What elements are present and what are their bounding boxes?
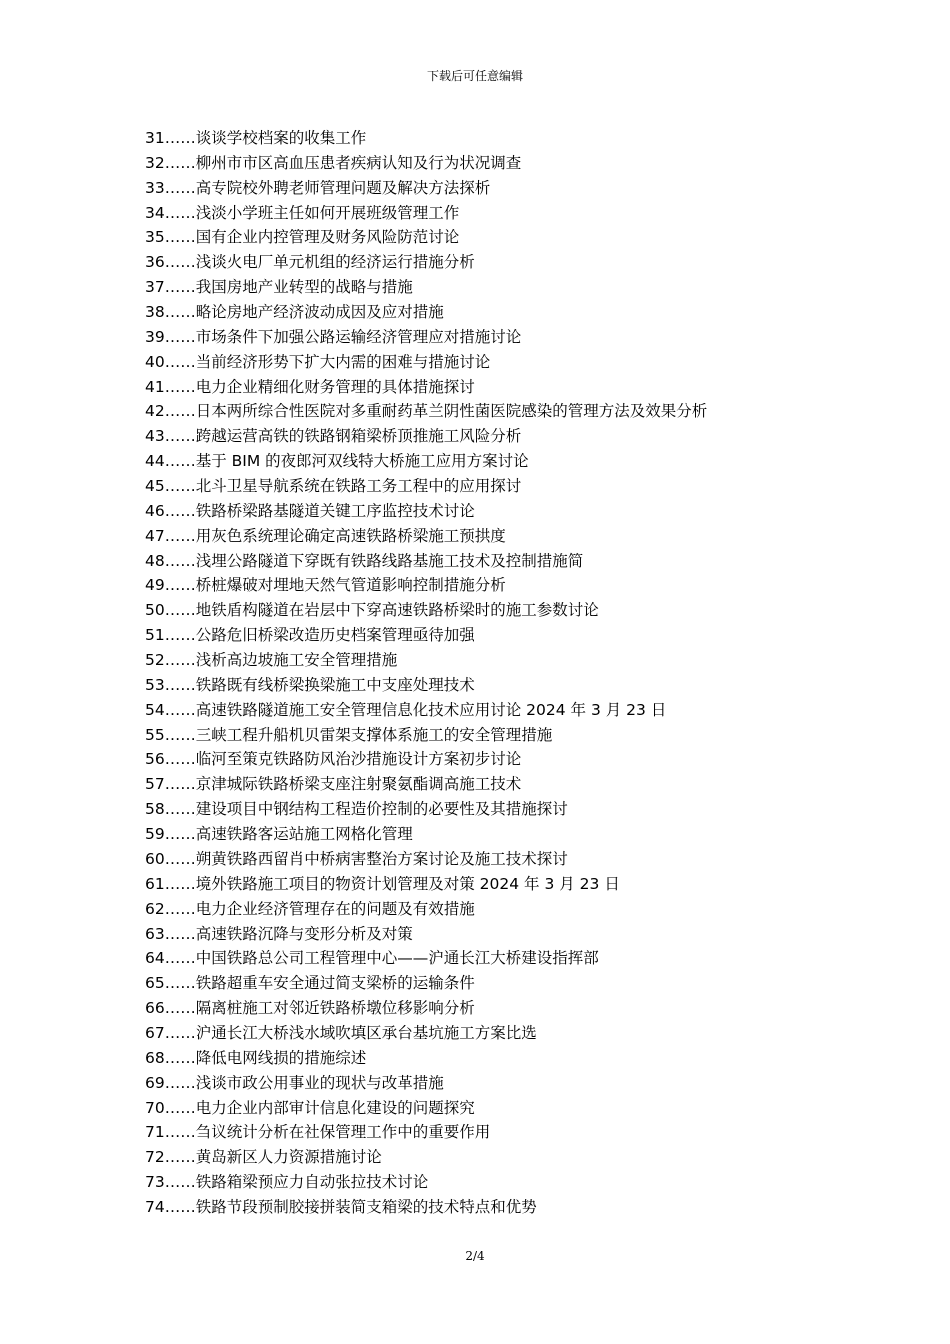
entry-number: 38	[145, 303, 165, 322]
entry-title: 日本两所综合性医院对多重耐药革兰阴性菌医院感染的管理方法及效果分析	[195, 402, 708, 421]
entry-separator: ……	[164, 1048, 196, 1067]
list-item	[145, 623, 845, 648]
entry-separator: ……	[164, 651, 196, 670]
list-item	[145, 176, 845, 201]
entry-separator: ……	[164, 303, 196, 322]
entry-title: 北斗卫星导航系统在铁路工务工程中的应用探讨	[195, 477, 522, 496]
entry-title: 高速铁路沉降与变形分析及对策	[195, 924, 413, 943]
entry-separator: ……	[164, 874, 196, 893]
entry-title: 当前经济形势下扩大内需的困难与措施讨论	[195, 352, 491, 371]
page-number: 2/4	[465, 1249, 485, 1263]
entry-number: 54	[145, 700, 165, 719]
entry-separator: ……	[164, 501, 196, 520]
entry-title: 铁路既有线桥梁换梁施工中支座处理技术	[195, 675, 475, 694]
entry-number: 55	[145, 725, 165, 744]
entry-title: 铁路箱梁预应力自动张拉技术讨论	[195, 1173, 429, 1192]
entry-separator: ……	[164, 949, 196, 968]
entry-number: 43	[145, 427, 165, 446]
list-item	[145, 549, 845, 574]
entry-number: 36	[145, 253, 165, 272]
entry-separator: ……	[164, 1098, 196, 1117]
entry-number: 39	[145, 327, 165, 346]
entry-title: 刍议统计分析在社保管理工作中的重要作用	[195, 1123, 491, 1142]
entry-number: 73	[145, 1173, 165, 1192]
entry-title: 三峡工程升船机贝雷架支撑体系施工的安全管理措施	[195, 725, 553, 744]
entry-number: 49	[145, 576, 165, 595]
list-item	[145, 399, 845, 424]
entry-separator: ……	[164, 1023, 196, 1042]
entry-number: 63	[145, 924, 165, 943]
entry-title: 建设项目中钢结构工程造价控制的必要性及其措施探讨	[195, 800, 568, 819]
list-item	[145, 201, 845, 226]
list-item	[145, 250, 845, 275]
entry-separator: ……	[164, 899, 196, 918]
entry-title: 浅淡小学班主任如何开展班级管理工作	[195, 203, 460, 222]
list-item	[145, 648, 845, 673]
entry-title: 基于 BIM 的夜郎河双线特大桥施工应用方案讨论	[195, 452, 529, 471]
list-item	[145, 847, 845, 872]
list-item	[145, 872, 845, 897]
list-item	[145, 225, 845, 250]
entry-number: 56	[145, 750, 165, 769]
entry-number: 52	[145, 651, 165, 670]
entry-title: 用灰色系统理论确定高速铁路桥梁施工预拱度	[195, 526, 506, 545]
entry-number: 50	[145, 601, 165, 620]
list-item	[145, 598, 845, 623]
entry-number: 51	[145, 626, 165, 645]
entry-number: 53	[145, 675, 165, 694]
list-item	[145, 1145, 845, 1170]
list-item	[145, 723, 845, 748]
list-item	[145, 922, 845, 947]
list-item	[145, 1046, 845, 1071]
entry-title: 地铁盾构隧道在岩层中下穿高速铁路桥梁时的施工参数讨论	[195, 601, 599, 620]
entry-number: 66	[145, 999, 165, 1018]
entry-separator: ……	[164, 1073, 196, 1092]
entry-number: 65	[145, 974, 165, 993]
entry-separator: ……	[164, 775, 196, 794]
entry-separator: ……	[164, 725, 196, 744]
entry-title: 国有企业内控管理及财务风险防范讨论	[195, 228, 460, 247]
list-item	[145, 698, 845, 723]
entry-separator: ……	[164, 452, 196, 471]
entry-number: 35	[145, 228, 165, 247]
entry-number: 44	[145, 452, 165, 471]
list-item	[145, 325, 845, 350]
entry-separator: ……	[164, 178, 196, 197]
entry-number: 37	[145, 278, 165, 297]
list-item	[145, 449, 845, 474]
entry-title: 铁路超重车安全通过简支梁桥的运输条件	[195, 974, 475, 993]
list-item	[145, 474, 845, 499]
list-item	[145, 573, 845, 598]
list-item	[145, 1021, 845, 1046]
entry-title: 朔黄铁路西留肖中桥病害整治方案讨论及施工技术探讨	[195, 849, 568, 868]
entry-title: 浅谈市政公用事业的现状与改革措施	[195, 1073, 444, 1092]
entry-separator: ……	[164, 974, 196, 993]
entry-title: 市场条件下加强公路运输经济管理应对措施讨论	[195, 327, 522, 346]
entry-separator: ……	[164, 999, 196, 1018]
entry-title: 电力企业经济管理存在的问题及有效措施	[195, 899, 475, 918]
list-item	[145, 747, 845, 772]
entry-number: 48	[145, 551, 165, 570]
entry-separator: ……	[164, 253, 196, 272]
entry-separator: ……	[164, 1123, 196, 1142]
list-item	[145, 897, 845, 922]
entry-title: 京津城际铁路桥梁支座注射聚氨酯调高施工技术	[195, 775, 522, 794]
entry-number: 62	[145, 899, 165, 918]
list-item	[145, 499, 845, 524]
entry-separator: ……	[164, 427, 196, 446]
page-header: 下载后可任意编辑	[426, 69, 523, 83]
list-item	[145, 772, 845, 797]
entry-title: 中国铁路总公司工程管理中心——沪通长江大桥建设指挥部	[195, 949, 599, 968]
entry-separator: ……	[164, 576, 196, 595]
entry-number: 74	[145, 1197, 165, 1216]
list-item	[145, 375, 845, 400]
entry-number: 71	[145, 1123, 165, 1142]
entry-separator: ……	[164, 377, 196, 396]
entry-number: 70	[145, 1098, 165, 1117]
entry-title: 隔离桩施工对邻近铁路桥墩位移影响分析	[195, 999, 475, 1018]
entry-number: 46	[145, 501, 165, 520]
entry-separator: ……	[164, 1148, 196, 1167]
entry-number: 69	[145, 1073, 165, 1092]
entry-separator: ……	[164, 526, 196, 545]
list-item	[145, 350, 845, 375]
entry-title: 公路危旧桥梁改造历史档案管理亟待加强	[195, 626, 475, 645]
list-item	[145, 151, 845, 176]
list-item	[145, 1195, 845, 1220]
entry-title: 铁路节段预制胶接拼装简支箱梁的技术特点和优势	[195, 1197, 537, 1216]
list-item	[145, 424, 845, 449]
entry-separator: ……	[164, 203, 196, 222]
list-item	[145, 1170, 845, 1195]
entry-number: 34	[145, 203, 165, 222]
entry-number: 72	[145, 1148, 165, 1167]
entry-separator: ……	[164, 327, 196, 346]
entry-separator: ……	[164, 352, 196, 371]
entry-title: 电力企业精细化财务管理的具体措施探讨	[195, 377, 475, 396]
entry-title: 境外铁路施工项目的物资计划管理及对策 2024 年 3 月 23 日	[195, 874, 620, 893]
entry-number: 31	[145, 129, 165, 147]
entry-number: 64	[145, 949, 165, 968]
entry-title: 高速铁路隧道施工安全管理信息化技术应用讨论 2024 年 3 月 23 日	[195, 700, 667, 719]
list-item	[145, 1071, 845, 1096]
entry-title: 黄岛新区人力资源措施讨论	[195, 1148, 382, 1167]
list-item	[145, 797, 845, 822]
entry-separator: ……	[164, 153, 196, 172]
entry-separator: ……	[164, 477, 196, 496]
entry-separator: ……	[164, 750, 196, 769]
list-item	[145, 946, 845, 971]
entry-title: 略论房地产经济波动成因及应对措施	[195, 303, 444, 322]
entry-separator: ……	[164, 551, 196, 570]
entry-title: 降低电网线损的措施综述	[195, 1048, 367, 1067]
list-item	[145, 971, 845, 996]
entry-number: 40	[145, 352, 165, 371]
entry-title: 电力企业内部审计信息化建设的问题探究	[195, 1098, 475, 1117]
entry-title: 沪通长江大桥浅水域吹填区承台基坑施工方案比选	[195, 1023, 537, 1042]
list-item	[145, 996, 845, 1021]
entry-number: 42	[145, 402, 165, 421]
entry-number: 68	[145, 1048, 165, 1067]
entry-title: 铁路桥梁路基隧道关键工序监控技术讨论	[195, 501, 475, 520]
list-item	[145, 126, 845, 151]
entry-separator: ……	[164, 849, 196, 868]
entry-title: 桥桩爆破对埋地天然气管道影响控制措施分析	[195, 576, 506, 595]
entry-number: 57	[145, 775, 165, 794]
entry-number: 59	[145, 825, 165, 844]
entry-number: 61	[145, 874, 165, 893]
entry-number: 41	[145, 377, 165, 396]
entry-title: 柳州市市区高血压患者疾病认知及行为状况调查	[195, 153, 522, 172]
entry-separator: ……	[164, 626, 196, 645]
entry-number: 60	[145, 849, 165, 868]
list-item	[145, 1096, 845, 1121]
entry-separator: ……	[164, 924, 196, 943]
entry-separator: ……	[164, 278, 196, 297]
list-item	[145, 300, 845, 325]
entry-title: 浅埋公路隧道下穿既有铁路线路基施工技术及控制措施简	[195, 551, 584, 570]
entry-number: 32	[145, 153, 165, 172]
entry-separator: ……	[164, 228, 196, 247]
entry-title: 临河至策克铁路防风治沙措施设计方案初步讨论	[195, 750, 522, 769]
list-item	[145, 673, 845, 698]
entry-separator: ……	[164, 700, 196, 719]
entry-title: 跨越运营高铁的铁路钢箱梁桥顶推施工风险分析	[195, 427, 522, 446]
list-item	[145, 1120, 845, 1145]
entry-number: 45	[145, 477, 165, 496]
entry-separator: ……	[164, 601, 196, 620]
entry-separator: ……	[164, 1197, 196, 1216]
list-item	[145, 524, 845, 549]
entry-separator: ……	[164, 800, 196, 819]
entry-title: 高专院校外聘老师管理问题及解决方法探析	[195, 178, 491, 197]
entry-title: 高速铁路客运站施工网格化管理	[195, 825, 413, 844]
list-item	[145, 275, 845, 300]
entry-number: 47	[145, 526, 165, 545]
entry-number: 67	[145, 1023, 165, 1042]
entry-separator: ……	[164, 825, 196, 844]
entry-number: 58	[145, 800, 165, 819]
entry-separator: ……	[164, 129, 196, 147]
entry-number: 33	[145, 178, 165, 197]
entry-title: 谈谈学校档案的收集工作	[195, 129, 367, 147]
entry-separator: ……	[164, 675, 196, 694]
entry-list	[145, 126, 845, 1220]
entry-title: 我国房地产业转型的战略与措施	[195, 278, 413, 297]
list-item	[145, 822, 845, 847]
entry-separator: ……	[164, 402, 196, 421]
entry-separator: ……	[164, 1173, 196, 1192]
entry-title: 浅析高边坡施工安全管理措施	[195, 651, 398, 670]
entry-title: 浅谈火电厂单元机组的经济运行措施分析	[195, 253, 475, 272]
